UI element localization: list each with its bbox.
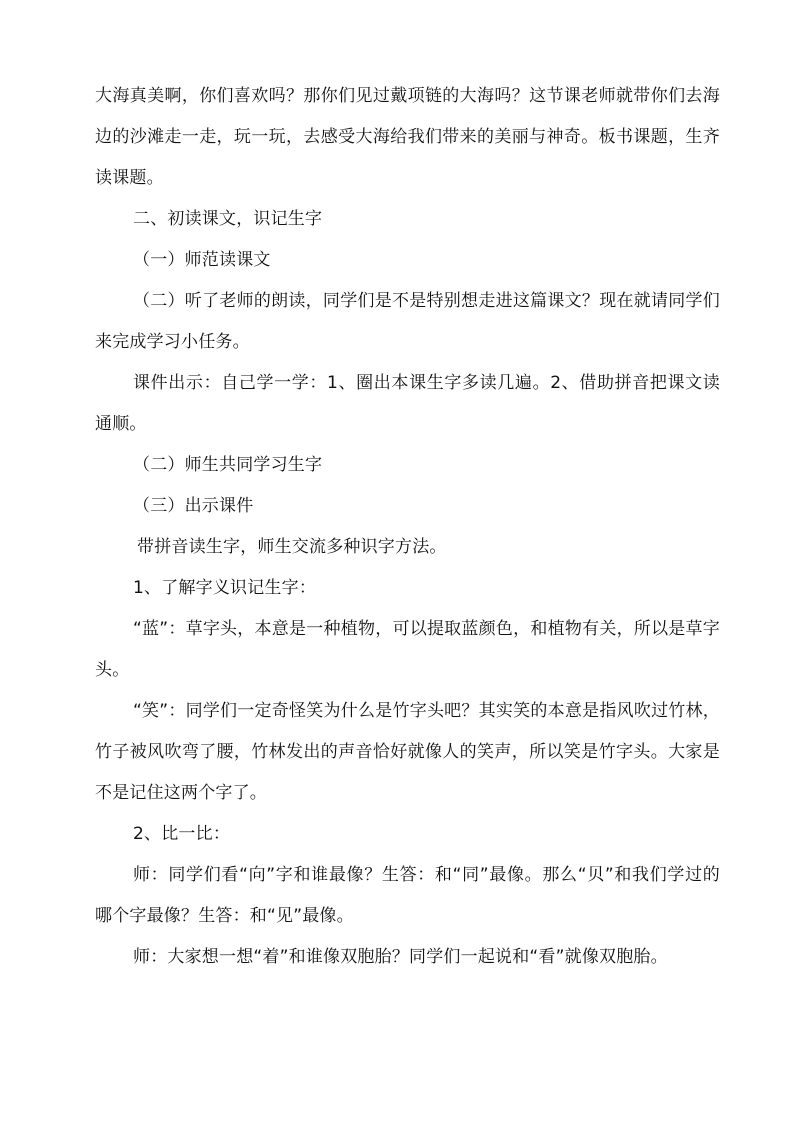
paragraph-char-xiao: “笑”：同学们一定奇怪笑为什么是竹字头吧？其实笑的本意是指风吹过竹林，竹子被风吹弯了腰，竹林发出的声音恰好就像人的笑声，所以笑是竹字头。大家是不是记住这两个字了。	[95, 701, 720, 803]
subheading-learn-characters: （二）师生共同学习生字	[133, 455, 323, 475]
paragraph-pinyin-reading: 带拼音读生字，师生交流多种识字方法。	[137, 537, 447, 557]
subheading-meaning-method: 1、了解字义识记生字：	[133, 578, 317, 598]
paragraph-compare-xiang: 师：同学们看“向”字和谁最像？生答：和“同”最像。那么“贝”和我们学过的哪个字最像？生答：和“见”最像。	[95, 865, 720, 926]
paragraph-courseware: 课件出示：自己学一学：1、圈出本课生字多读几遍。2、借助拼音把课文读通顺。	[95, 373, 720, 434]
subheading-compare: 2、比一比：	[133, 824, 231, 844]
document-page	[95, 76, 720, 978]
subheading-show-courseware: （三）出示课件	[133, 496, 254, 516]
paragraph-intro: 大海真美啊，你们喜欢吗？那你们见过戴项链的大海吗？这节课老师就带你们去海边的沙滩走一走，玩一玩，去感受大海给我们带来的美丽与神奇。板书课题，生齐读课题。	[95, 86, 720, 188]
paragraph-compare-zhe: 师：大家想一想“着”和谁像双胞胎？同学们一起说和“看”就像双胞胎。	[133, 947, 668, 967]
section-heading-first-reading: 二、初读课文，识记生字	[133, 209, 323, 229]
paragraph-char-lan: “蓝”：草字头，本意是一种植物，可以提取蓝颜色，和植物有关，所以是草字头。	[95, 619, 720, 680]
paragraph-task-intro: （二）听了老师的朗读，同学们是不是特别想走进这篇课文？现在就请同学们来完成学习小任务。	[95, 291, 720, 352]
subheading-teacher-reading: （一）师范读课文	[133, 250, 271, 270]
